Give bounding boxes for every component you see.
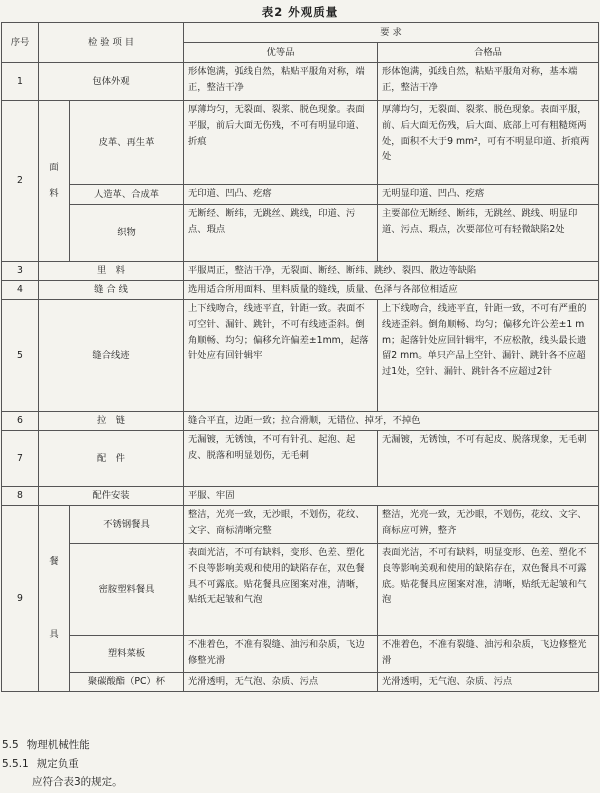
table-title: 表2 外观质量 [261, 5, 339, 19]
row-item: 织物 [70, 205, 184, 262]
row-seq: 7 [2, 431, 39, 487]
row-item: 包体外观 [39, 63, 184, 101]
subsection-title: 规定负重 [36, 758, 79, 770]
group-char: 具 [49, 629, 59, 641]
excellent-cell: 无印道、凹凸、疙瘩 [184, 185, 378, 205]
row-seq: 6 [2, 412, 39, 431]
header-seq: 序号 [2, 23, 39, 63]
qualified-cell: 主要部位无断经、断纬，无跳丝、跳线、明显印道、污点、瑕点，次要部位可有轻微缺陷2处 [378, 205, 599, 262]
shared-requirement-cell: 选用适合所用面料、里料质量的缝线，质量、色泽与各部位相适应 [184, 281, 599, 300]
subsection-number: 5.5.1 [2, 758, 29, 770]
qualified-cell: 不准着色，不准有裂缝、油污和杂质，飞边修整光滑 [378, 636, 599, 673]
row-item: 缝 合 线 [39, 281, 184, 300]
qualified-cell: 厚薄均匀，无裂面、裂浆、脱色现象。表面平服，前、后大面无伤残，后大面、底部上可有粗糙斑两处，面积不大于9 mm²，可有不明显印道、折痕两处 [378, 101, 599, 185]
excellent-cell: 整洁，光亮一致，无沙眼，不划伤，花纹、文字、商标清晰完整 [184, 506, 378, 544]
group-label [39, 101, 70, 262]
row-seq: 5 [2, 300, 39, 412]
excellent-cell: 上下线吻合，线迹平直，针距一致。表面不可空针、漏针、跳针，不可有线迹歪斜。倒角顺畅、均匀；偏移允许偏差±1mm，起落针处应有回针辑牢 [184, 300, 378, 412]
header-requirement: 要 求 [184, 23, 599, 43]
group-label [39, 506, 70, 692]
excellent-cell: 不准着色，不准有裂缝、油污和杂质，飞边修整光滑 [184, 636, 378, 673]
qualified-cell: 形体饱满，弧线自然，粘贴平服角对称，基本端正，整洁干净 [378, 63, 599, 101]
group-char: 面 [49, 162, 59, 173]
shared-requirement-cell: 缝合平直，边距一致；拉合滑顺，无错位、掉牙，不掉色 [184, 412, 599, 431]
row-item: 聚碳酸酯（PC）杯 [70, 673, 184, 692]
row-seq: 8 [2, 487, 39, 506]
shared-requirement-cell: 平服周正，整洁干净，无裂面、断经、断纬、跳纱、裂四、散边等缺陷 [184, 262, 599, 281]
qualified-cell: 无明显印道、凹凸、疙瘩 [378, 185, 599, 205]
excellent-cell: 厚薄均匀，无裂面、裂浆、脱色现象。表面平服，前后大面无伤残，不可有明显印道、折痕 [184, 101, 378, 185]
excellent-cell: 形体饱满，弧线自然，粘贴平服角对称，端正，整洁干净 [184, 63, 378, 101]
section-title: 物理机械性能 [26, 739, 90, 751]
row-item: 配件安装 [39, 487, 184, 506]
qualified-cell: 整洁，光亮一致，无沙眼，不划伤，花纹、文字、商标应可辨，整齐 [378, 506, 599, 544]
excellent-cell: 光滑透明，无气泡、杂质、污点 [184, 673, 378, 692]
row-item: 人造革、合成革 [70, 185, 184, 205]
section-heading [2, 737, 98, 752]
row-item: 塑料菜板 [70, 636, 184, 673]
row-item: 皮革、再生革 [70, 101, 184, 185]
qualified-cell: 光滑透明，无气泡、杂质、污点 [378, 673, 599, 692]
body-text: 应符合表3的规定。 [32, 776, 123, 788]
row-seq: 2 [2, 101, 39, 262]
qualified-cell: 无漏镀，无锈蚀，不可有起皮、脱落现象，无毛刺 [378, 431, 599, 487]
excellent-cell: 表面光洁，不可有缺料，变形、色差、塑化不良等影响美观和使用的缺陷存在，双色餐具不可露底。贴花餐具应图案对准，清晰，贴纸无起皱和气泡 [184, 544, 378, 636]
shared-requirement-cell: 平服、牢固 [184, 487, 599, 506]
subsection-heading [2, 756, 87, 771]
qualified-cell: 表面光洁，不可有缺料，明显变形、色差、塑化不良等影响美观和使用的缺陷存在，双色餐具不可露底。贴花餐具应图案对准，清晰，贴纸无起皱和气泡 [378, 544, 599, 636]
row-item: 不锈钢餐具 [70, 506, 184, 544]
header-item: 检 验 项 目 [39, 23, 184, 63]
header-excellent: 优等品 [184, 43, 378, 63]
row-seq: 1 [2, 63, 39, 101]
row-item: 缝合线迹 [39, 300, 184, 412]
row-item: 拉 链 [39, 412, 184, 431]
header-qualified: 合格品 [378, 43, 599, 63]
row-seq: 3 [2, 262, 39, 281]
group-char: 餐 [49, 555, 59, 567]
row-seq: 9 [2, 506, 39, 692]
group-char: 料 [49, 188, 59, 199]
qualified-cell: 上下线吻合，线迹平直，针距一致，不可有严重的线迹歪斜。倒角顺畅、均匀；偏移允许公差±1 mm；起落针处应回针辑牢，不应松散，线头最长遗留2 mm。单只产品上空针、漏针、跳针各不应超过1处，空针、漏针、跳针各不应超过2针 [378, 300, 599, 412]
excellent-cell: 无漏镀，无锈蚀，不可有针孔、起泡、起皮、脱落和明显划伤，无毛刺 [184, 431, 378, 487]
section-number: 5.5 [2, 739, 19, 751]
row-item: 配 件 [39, 431, 184, 487]
row-seq: 4 [2, 281, 39, 300]
appearance-quality-table [1, 22, 599, 692]
excellent-cell: 无断经、断纬，无跳丝、跳线，印道、污点、瑕点 [184, 205, 378, 262]
row-item: 密胺塑料餐具 [70, 544, 184, 636]
row-item: 里 料 [39, 262, 184, 281]
